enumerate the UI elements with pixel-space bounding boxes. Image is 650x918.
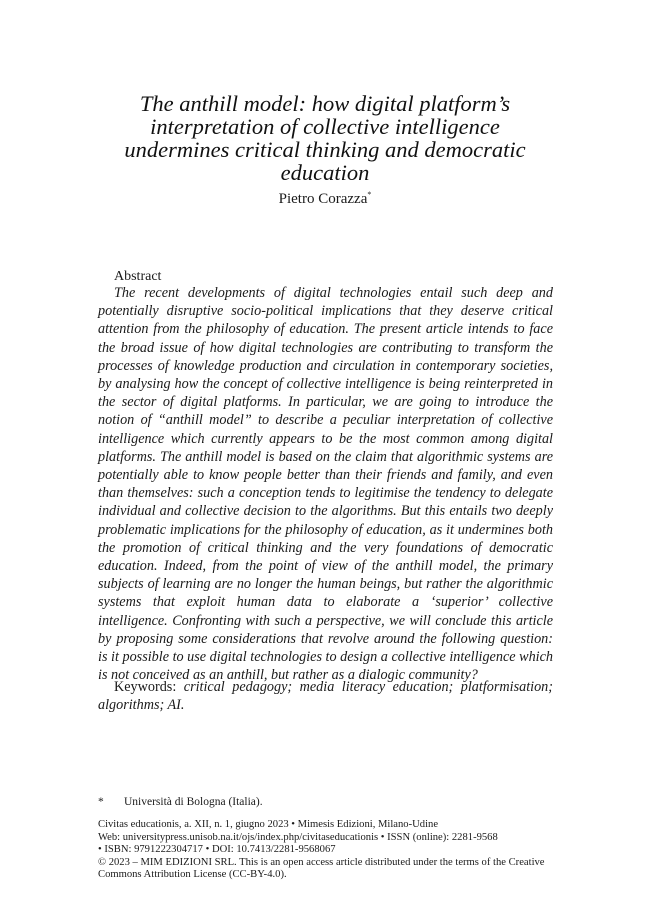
colophon-web: Web: universitypress.unisob.na.it/ojs/index.php/civitaseducationis • ISSN (online): 2281-9568 (98, 831, 498, 843)
author-line (0, 189, 650, 209)
keywords-label: Keywords: (114, 679, 177, 695)
colophon-license: © 2023 – MIM EDIZIONI SRL. This is an open access article distributed under the terms of the Creative Commons Attribution License (CC-BY-4.0). (98, 856, 545, 881)
colophon-journal: Civitas educationis, a. XII, n. 1, giugno 2023 • Mimesis Edizioni, Milano-Udine (98, 819, 439, 830)
colophon-isbn-doi: • ISBN: 9791222304717 • DOI: 10.7413/2281-9568067 (98, 844, 336, 856)
title-line: education (280, 160, 370, 185)
title-line: The anthill model: how digital platform’s (139, 91, 511, 116)
footnote-mark: * (98, 796, 104, 808)
footnote-text: Università di Bologna (Italia). (124, 796, 263, 808)
keywords-values: critical pedagogy; media literacy education; platformisation; algorithms; AI. (98, 679, 553, 714)
affiliation-footnote (98, 795, 553, 810)
abstract-text: The recent developments of digital technologies entail such deep and potentially disruptive socio-political implications that they deserve critical attention from the philosophy of education. The present article intends to face the broad issue of how digital technologies are contributing to transform the processes of knowledge production and circulation in contemporary societies, by analysing how the concept of collective intelligence is being reinterpreted in the sector of digital platforms. In particular, we are going to introduce the notion of “anthill model” to describe a peculiar interpretation of collective intelligence which currently appears to be the most common among digital platforms. The anthill model is based on the claim that algorithmic systems are potentially able to know people better than their friends and family, and even than themselves: such a conception tends to legitimise the tendency to delegate individual and collective decision to the algorithms. But this entails two deeply problematic implications for the philosophy of education, as it undermines both the promotion of critical thinking and the very foundations of democratic education. Indeed, from the point of view of the anthill model, the primary subjects of learning are no longer the human beings, but rather the algorithmic systems that exploit human data to elaborate a ‘superior’ collective intelligence. Confronting with such a perspective, we will conclude this article by proposing some considerations that revolve around the following question: is it possible to use digital technologies to design a collective intelligence which is not conceived as an anthill, but rather as a dialogic community? (98, 285, 553, 684)
title-line: interpretation of collective intelligence (150, 114, 500, 139)
title-line: undermines critical thinking and democratic (124, 137, 526, 162)
keywords-line (98, 678, 553, 714)
colophon (98, 819, 553, 882)
abstract-heading: Abstract (114, 269, 162, 284)
article-title (90, 92, 560, 184)
author-footnote-mark: * (367, 190, 372, 199)
author-name: Pietro Corazza (278, 191, 368, 207)
